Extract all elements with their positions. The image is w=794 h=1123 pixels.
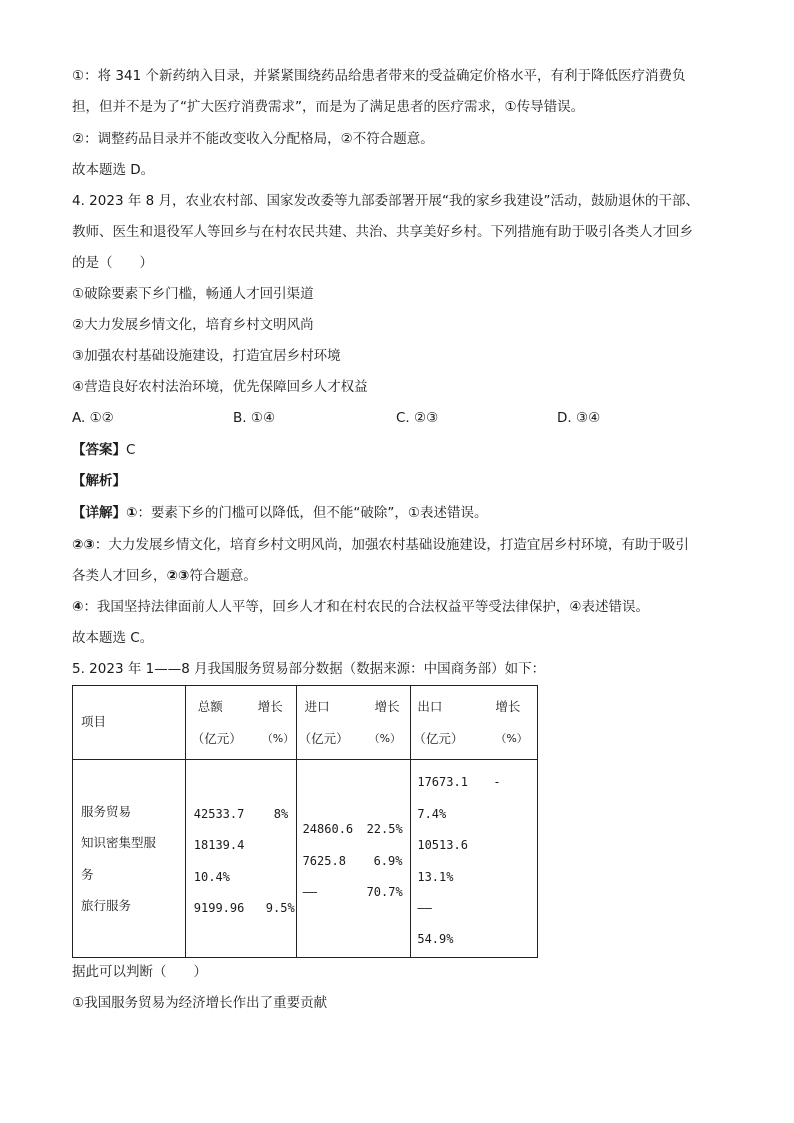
header-item: 项目: [81, 714, 107, 729]
row-names-cell: [73, 760, 186, 958]
total-service-amount: 42533.7: [193, 807, 245, 821]
q4-conclusion: 故本题选 C。: [72, 630, 154, 646]
q4-option-c: C. ②③: [396, 410, 439, 426]
header-total-unit: （亿元）: [191, 731, 242, 746]
header-import-pct: （%）: [368, 732, 402, 745]
q4-stem-line-3: 的是（ ）: [72, 255, 153, 271]
import-values-cell: [296, 760, 411, 958]
export-service-amount: 17673.1: [417, 775, 468, 789]
total-travel-growth: 9.5%: [265, 901, 295, 915]
q4-detail-line-3: [72, 566, 257, 586]
header-total-growth: 增长: [257, 699, 283, 714]
header-item-cell: [73, 686, 186, 760]
detail-text-3: ：我国坚持法律面前人人平等，回乡人才和在村农民的合法权益平等受法律保护，④表述错误。: [83, 599, 650, 615]
q4-statement-3: ③加强农村基础设施建设，打造宜居乡村环境: [72, 348, 341, 364]
answer-value: C: [126, 442, 136, 458]
total-knowledge-amount: 18139.4: [193, 838, 245, 852]
prev-answer-line-3: ②：调整药品目录并不能改变收入分配格局，②不符合题意。: [72, 131, 434, 147]
q4-statement-1: ①破除要素下乡门槛，畅通人才回引渠道: [72, 286, 314, 302]
header-export-cell: [411, 686, 538, 760]
detail-key-3: ④: [72, 599, 84, 615]
q4-statement-4: ④营造良好农村法治环境，优先保障回乡人才权益: [72, 379, 368, 395]
import-service-amount: 24860.6: [302, 822, 354, 836]
detail-text-2c: 符合题意。: [189, 568, 257, 584]
q5-judge: 据此可以判断（ ）: [72, 964, 207, 980]
export-service-dash: -: [493, 775, 501, 789]
import-travel-amount: ——: [302, 885, 318, 899]
q4-detail-line-1: [72, 503, 488, 523]
header-export-pct: （%）: [495, 732, 528, 745]
header-export: 出口: [417, 699, 443, 714]
total-knowledge-growth: 10.4%: [193, 870, 230, 884]
answer-label: 【答案】: [72, 442, 126, 458]
total-values-cell: [185, 760, 296, 958]
row-name-travel: 旅行服务: [81, 898, 132, 913]
total-travel-amount: 9199.96: [193, 901, 245, 915]
header-import-growth: 增长: [374, 699, 400, 714]
header-import-cell: [296, 686, 411, 760]
export-travel-growth: 54.9%: [417, 932, 454, 946]
detail-key-2: ②③: [72, 537, 95, 553]
import-service-growth: 22.5%: [366, 822, 403, 836]
header-total-cell: [185, 686, 296, 760]
q5-stem: 5. 2023 年 1——8 月我国服务贸易部分数据（数据来源：中国商务部）如下：: [72, 661, 546, 677]
detail-key-2b: ②③: [166, 568, 190, 584]
q4-statement-2: ②大力发展乡情文化，培育乡村文明风尚: [72, 317, 314, 333]
export-values-cell: [411, 760, 538, 958]
detail-key-1: ①: [126, 505, 138, 521]
q4-answer: [72, 440, 135, 460]
q4-detail-line-2: [72, 535, 689, 555]
prev-answer-line-2: 担，但并不是为了“扩大医疗消费需求”，而是为了满足患者的医疗需求，①传导错误。: [72, 99, 585, 115]
header-export-growth: 增长: [495, 699, 521, 714]
table-header-row: [73, 686, 538, 760]
q4-option-a: A. ①②: [72, 410, 114, 426]
detail-text-2: ：大力发展乡情文化，培育乡村文明风尚，加强农村基础设施建设，打造宜居乡村环境，有助于吸引: [94, 537, 689, 553]
row-name-knowledge-cont: 务: [81, 867, 94, 882]
header-total-pct: （%）: [261, 732, 295, 745]
detail-label: 【详解】: [72, 505, 126, 521]
header-total: 总额: [197, 699, 223, 714]
row-name-knowledge: 知识密集型服: [81, 835, 157, 850]
detail-text-1: ：要素下乡的门槛可以降低，但不能“破除”，①表述错误。: [137, 505, 488, 521]
header-import-unit: （亿元）: [298, 731, 349, 746]
total-service-growth: 8%: [273, 807, 289, 821]
import-knowledge-amount: 7625.8: [302, 854, 346, 868]
header-export-unit: （亿元）: [413, 731, 464, 746]
q5-statement-1: ①我国服务贸易为经济增长作出了重要贡献: [72, 995, 328, 1011]
prev-answer-line-1: ①：将 341 个新药纳入目录，并紧紧围绕药品给患者带来的受益确定价格水平，有利于降低医疗消费负: [72, 68, 686, 84]
row-name-service-trade: 服务贸易: [81, 804, 132, 819]
table-body-row: [73, 760, 538, 958]
q4-detail-line-4: [72, 597, 649, 617]
export-travel-amount: ——: [417, 901, 432, 915]
q4-option-d: D. ③④: [557, 410, 601, 426]
q4-option-b: B. ①④: [233, 410, 276, 426]
import-knowledge-growth: 6.9%: [373, 854, 403, 868]
q4-stem-line-1: 4. 2023 年 8 月，农业农村部、国家发改委等九部委部署开展“我的家乡我建设”活动，鼓励退休的干部、: [72, 193, 699, 209]
q4-analysis-label: 【解析】: [72, 473, 126, 489]
import-travel-growth: 70.7%: [366, 885, 403, 899]
service-trade-table: [72, 685, 538, 958]
export-service-growth: 7.4%: [417, 807, 447, 821]
header-import: 进口: [304, 699, 330, 714]
q4-stem-line-2: 教师、医生和退役军人等回乡与在村农民共建、共治、共享美好乡村。下列措施有助于吸引各类人才回乡: [72, 224, 693, 240]
export-knowledge-amount: 10513.6: [417, 838, 468, 852]
prev-answer-conclusion: 故本题选 D。: [72, 162, 155, 178]
detail-text-2b: 各类人才回乡，: [72, 568, 167, 584]
export-knowledge-growth: 13.1%: [417, 870, 454, 884]
